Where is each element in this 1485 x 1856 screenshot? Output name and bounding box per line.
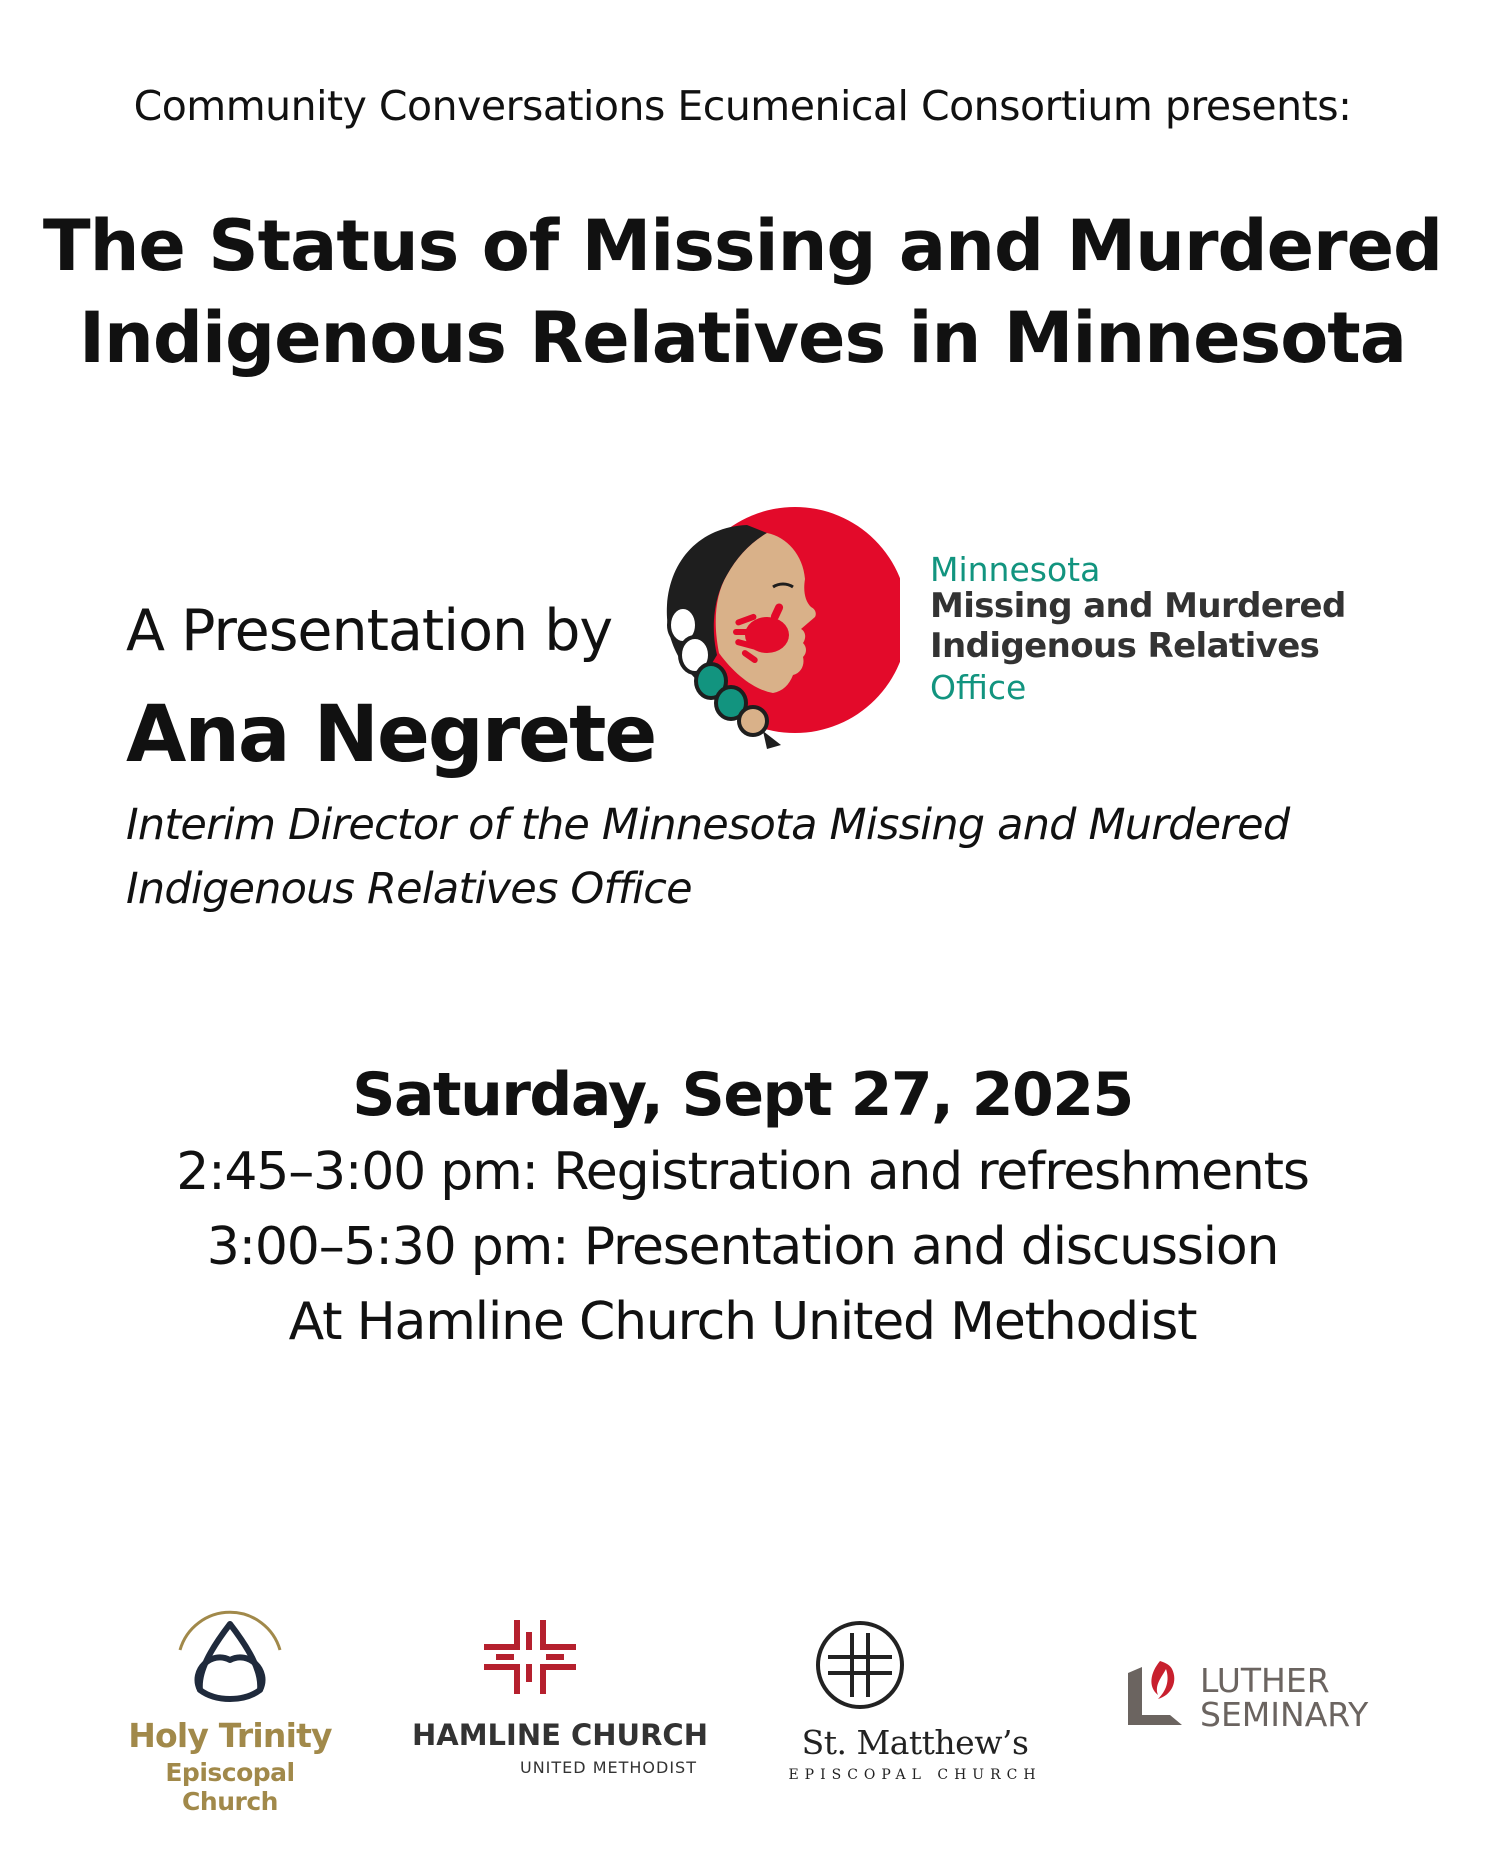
sponsor-luther-seminary xyxy=(1120,1655,1400,1745)
holy-trinity-icon xyxy=(120,1610,340,1710)
hamline-cross-icon xyxy=(410,1610,710,1710)
presenting-organization: Community Conversations Ecumenical Consortium presents: xyxy=(133,82,1352,130)
logo-text-line-2: Indigenous Relatives xyxy=(930,626,1320,666)
presenter-name: Ana Negrete xyxy=(126,690,656,780)
logo-text-office: Office xyxy=(930,668,1027,707)
schedule-registration: 2:45–3:00 pm: Registration and refreshments xyxy=(176,1142,1309,1202)
mmir-office-logo xyxy=(655,505,900,760)
sponsor-name-line-1: LUTHER xyxy=(1200,1661,1330,1700)
sponsor-hamline-church xyxy=(410,1610,710,1780)
logo-text-minnesota: Minnesota xyxy=(930,550,1101,589)
luther-seminary-icon xyxy=(1120,1655,1190,1735)
sponsor-name: Holy Trinity xyxy=(128,1716,332,1755)
presentation-intro: A Presentation by xyxy=(126,598,613,664)
sponsor-name: HAMLINE CHURCH xyxy=(411,1718,708,1752)
sponsor-st-matthews xyxy=(780,1605,1050,1785)
sponsor-holy-trinity xyxy=(120,1610,340,1816)
event-date: Saturday, Sept 27, 2025 xyxy=(352,1060,1133,1130)
logo-text-line-1: Missing and Murdered xyxy=(930,586,1346,626)
presenter-role-line-1: Interim Director of the Minnesota Missing and Murdered xyxy=(126,800,1290,850)
presenter-role-line-2: Indigenous Relatives Office xyxy=(126,864,692,914)
schedule-presentation: 3:00–5:30 pm: Presentation and discussion xyxy=(206,1217,1279,1277)
st-matthews-cross-icon xyxy=(780,1605,1050,1715)
sponsor-name-line-2: SEMINARY xyxy=(1200,1695,1369,1734)
event-title-line-1: The Status of Missing and Murdered xyxy=(42,205,1443,287)
event-title-line-2: Indigenous Relatives in Minnesota xyxy=(78,297,1406,379)
sponsor-name: St. Matthew’s xyxy=(801,1723,1029,1762)
sponsor-subtitle: UNITED METHODIST xyxy=(520,1758,697,1777)
event-location: At Hamline Church United Methodist xyxy=(288,1292,1197,1352)
sponsor-subtitle: Episcopal Church xyxy=(165,1758,295,1816)
sponsor-subtitle: EPISCOPAL CHURCH xyxy=(788,1767,1042,1783)
